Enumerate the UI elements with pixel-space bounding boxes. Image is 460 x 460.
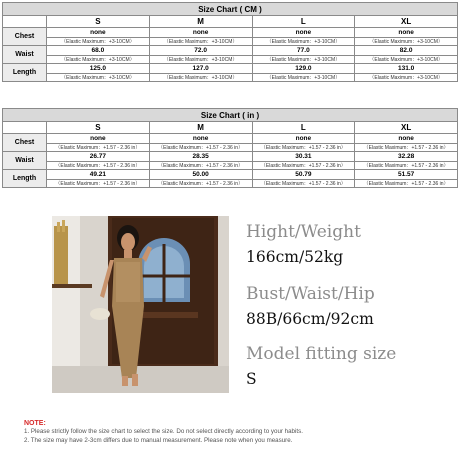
measurement-value: none [252, 134, 355, 144]
measurement-value: none [149, 28, 252, 38]
size-header: L [252, 16, 355, 28]
measurement-value: none [355, 134, 458, 144]
size-chart-in-title: Size Chart ( in ) [3, 109, 458, 122]
size-header: S [47, 122, 150, 134]
measurement-value: none [47, 134, 150, 144]
elastic-note: （Elastic Maximum：+3-10CM） [149, 74, 252, 82]
elastic-note: （Elastic Maximum：+1.57 - 2.36 in） [47, 144, 150, 152]
row-label-waist: Waist [3, 152, 47, 170]
elastic-note: （Elastic Maximum：+1.57 - 2.36 in） [47, 180, 150, 188]
measurement-value: none [149, 134, 252, 144]
elastic-note: （Elastic Maximum：+1.57 - 2.36 in） [355, 162, 458, 170]
elastic-note: （Elastic Maximum：+3-10CM） [355, 74, 458, 82]
measurement-value: 77.0 [252, 46, 355, 56]
elastic-note: （Elastic Maximum：+3-10CM） [252, 56, 355, 64]
measurements-label: Bust/Waist/Hip [246, 284, 375, 304]
elastic-note: （Elastic Maximum：+3-10CM） [47, 56, 150, 64]
elastic-note: （Elastic Maximum：+1.57 - 2.36 in） [47, 162, 150, 170]
elastic-note: （Elastic Maximum：+1.57 - 2.36 in） [252, 144, 355, 152]
row-label-chest: Chest [3, 134, 47, 152]
row-label-length: Length [3, 170, 47, 188]
elastic-note: （Elastic Maximum：+1.57 - 2.36 in） [355, 144, 458, 152]
measurement-value: none [355, 28, 458, 38]
model-photo [52, 216, 229, 393]
measurement-value: 49.21 [47, 170, 150, 180]
measurement-value: 127.0 [149, 64, 252, 74]
measurement-value: 82.0 [355, 46, 458, 56]
measurement-value: none [47, 28, 150, 38]
note-line: 2. The size may have 2-3cm differs due to manual measurement. Please note when you measure. [24, 437, 293, 444]
measurement-value: 50.79 [252, 170, 355, 180]
measurement-value: 32.28 [355, 152, 458, 162]
size-header: M [149, 122, 252, 134]
size-header: M [149, 16, 252, 28]
measurement-value: 125.0 [47, 64, 150, 74]
note-title: NOTE: [24, 420, 46, 427]
measurement-value: 68.0 [47, 46, 150, 56]
elastic-note: （Elastic Maximum：+3-10CM） [355, 38, 458, 46]
fitting-size-label: Model fitting size [246, 344, 397, 364]
measurement-value: 50.00 [149, 170, 252, 180]
measurement-value: 30.31 [252, 152, 355, 162]
height-weight-label: Hight/Weight [246, 222, 361, 242]
measurements-value: 88B/66cm/92cm [246, 310, 374, 328]
row-label-waist: Waist [3, 46, 47, 64]
measurement-value: 26.77 [47, 152, 150, 162]
size-header: S [47, 16, 150, 28]
size-header: L [252, 122, 355, 134]
size-header: XL [355, 122, 458, 134]
elastic-note: （Elastic Maximum：+1.57 - 2.36 in） [355, 180, 458, 188]
elastic-note: （Elastic Maximum：+1.57 - 2.36 in） [252, 162, 355, 170]
note-block [24, 420, 454, 445]
row-label-length: Length [3, 64, 47, 82]
elastic-note: （Elastic Maximum：+3-10CM） [252, 74, 355, 82]
corner-cell [3, 16, 47, 28]
elastic-note: （Elastic Maximum：+3-10CM） [149, 38, 252, 46]
height-weight-value: 166cm/52kg [246, 248, 344, 266]
elastic-note: （Elastic Maximum：+3-10CM） [252, 38, 355, 46]
elastic-note: （Elastic Maximum：+3-10CM） [47, 74, 150, 82]
elastic-note: （Elastic Maximum：+3-10CM） [149, 56, 252, 64]
measurement-value: 28.35 [149, 152, 252, 162]
size-chart-in [2, 108, 458, 188]
model-photo-illustration [52, 216, 229, 393]
elastic-note: （Elastic Maximum：+1.57 - 2.36 in） [149, 144, 252, 152]
elastic-note: （Elastic Maximum：+1.57 - 2.36 in） [149, 162, 252, 170]
measurement-value: 129.0 [252, 64, 355, 74]
size-chart-cm [2, 2, 458, 82]
size-chart-cm-title: Size Chart ( CM ) [3, 3, 458, 16]
elastic-note: （Elastic Maximum：+1.57 - 2.36 in） [149, 180, 252, 188]
elastic-note: （Elastic Maximum：+3-10CM） [47, 38, 150, 46]
measurement-value: 51.57 [355, 170, 458, 180]
note-line: 1. Please strictly follow the size chart to select the size. Do not select directly according to your habits. [24, 428, 303, 435]
measurement-value: none [252, 28, 355, 38]
fitting-size-value: S [246, 370, 257, 388]
elastic-note: （Elastic Maximum：+3-10CM） [355, 56, 458, 64]
measurement-value: 131.0 [355, 64, 458, 74]
row-label-chest: Chest [3, 28, 47, 46]
measurement-value: 72.0 [149, 46, 252, 56]
elastic-note: （Elastic Maximum：+1.57 - 2.36 in） [252, 180, 355, 188]
size-header: XL [355, 16, 458, 28]
corner-cell [3, 122, 47, 134]
